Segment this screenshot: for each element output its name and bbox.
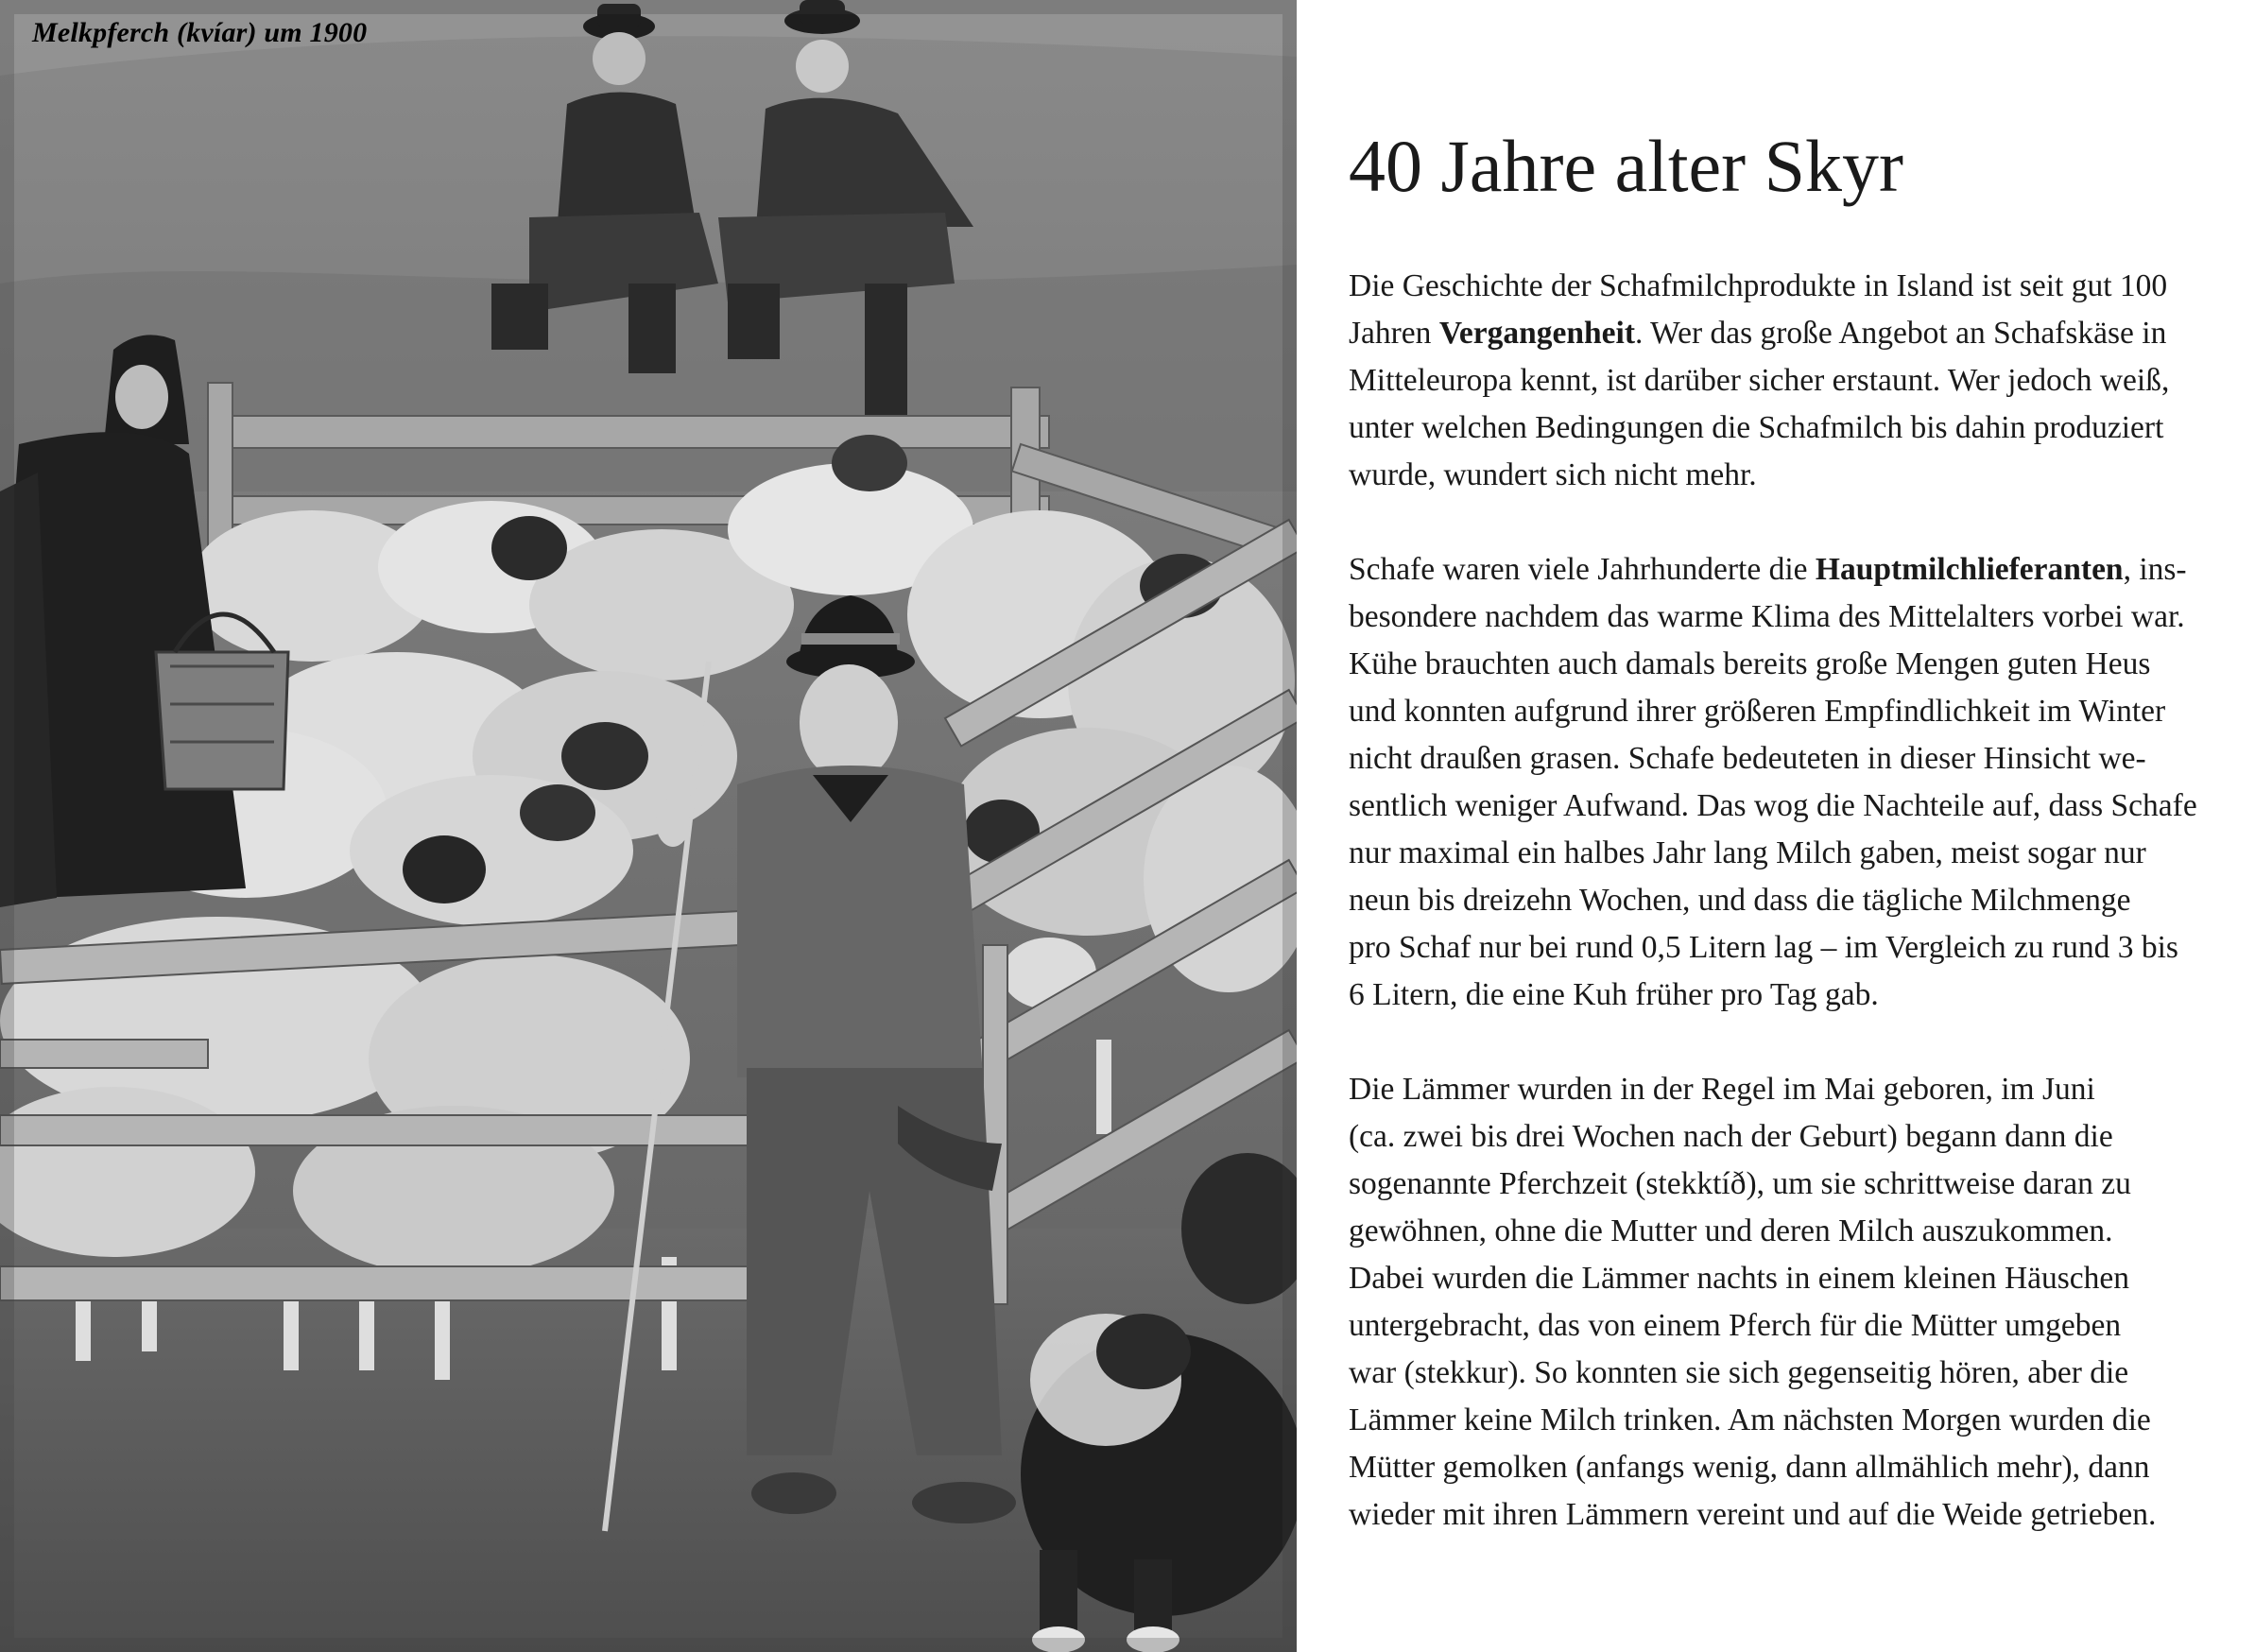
text-line: war (stekkur). So konnten sie sich gegenseitig hören, aber die — [1349, 1355, 2129, 1390]
text-run: , ins- — [2123, 552, 2187, 587]
article-title: 40 Jahre alter Skyr — [1349, 125, 1903, 207]
text-line: Die Lämmer wurden in der Regel im Mai geboren, im Juni — [1349, 1072, 2095, 1107]
text-line: Mitteleuropa kennt, ist darüber sicher erstaunt. Wer jedoch weiß, — [1349, 363, 2170, 398]
text-run: . Wer das große Angebot an Schafskäse in — [1635, 316, 2167, 351]
text-line: besondere nachdem das warme Klima des Mittelalters vorbei war. — [1349, 599, 2185, 634]
text-line: und konnten aufgrund ihrer größeren Empfindlichkeit im Winter — [1349, 694, 2166, 729]
bold-term-vergangenheit: Vergangenheit — [1438, 316, 1636, 351]
text-line: unter welchen Bedingungen die Schafmilch bis dahin produziert — [1349, 410, 2164, 445]
text-line: wurde, wundert sich nicht mehr. — [1349, 457, 1757, 492]
text-line: Dabei wurden die Lämmer nachts in einem kleinen Häuschen — [1349, 1261, 2130, 1296]
text-line — [1349, 546, 2255, 594]
text-line: Mütter gemolken (anfangs wenig, dann allmählich mehr), dann — [1349, 1450, 2150, 1485]
text-line: nicht draußen grasen. Schafe bedeuteten in dieser Hinsicht we- — [1349, 741, 2146, 776]
text-line: 6 Litern, die eine Kuh früher pro Tag gab. — [1349, 977, 1879, 1012]
photo-caption: Melkpferch (kvíar) um 1900 — [32, 17, 368, 48]
text-line: pro Schaf nur bei rund 0,5 Litern lag – im Vergleich zu rund 3 bis — [1349, 930, 2178, 965]
paragraph-lambs — [1349, 1066, 2255, 1539]
text-line: sentlich weniger Aufwand. Das wog die Nachteile auf, dass Schafe — [1349, 788, 2197, 823]
paragraph-sheep-milk — [1349, 546, 2255, 1019]
text-line: sogenannte Pferchzeit (stekktíð), um sie schrittweise daran zu — [1349, 1166, 2131, 1201]
paragraph-history — [1349, 263, 2255, 499]
text-run: Schafe waren viele Jahrhunderte die — [1349, 552, 1816, 587]
bold-term-hauptmilchlieferanten: Hauptmilchlieferanten — [1815, 552, 2124, 587]
text-line: Kühe brauchten auch damals bereits große Mengen guten Heus — [1349, 646, 2151, 681]
text-run: Jahren — [1349, 316, 1439, 351]
text-line — [1349, 310, 2255, 357]
text-line: Die Geschichte der Schafmilchprodukte in Island ist seit gut 100 — [1349, 268, 2168, 303]
text-line: nur maximal ein halbes Jahr lang Milch gaben, meist sogar nur — [1349, 835, 2146, 870]
text-line: gewöhnen, ohne die Mutter und deren Milch auszukommen. — [1349, 1213, 2113, 1248]
text-line: (ca. zwei bis drei Wochen nach der Geburt) begann dann die — [1349, 1119, 2113, 1154]
article — [1349, 121, 2255, 1586]
text-line: Lämmer keine Milch trinken. Am nächsten Morgen wurden die — [1349, 1402, 2151, 1437]
text-line: wieder mit ihren Lämmern vereint und auf die Weide getrieben. — [1349, 1497, 2157, 1532]
text-line: untergebracht, das von einem Pferch für die Mütter umgeben — [1349, 1308, 2122, 1343]
text-line: neun bis dreizehn Wochen, und dass die tägliche Milchmenge — [1349, 883, 2131, 918]
